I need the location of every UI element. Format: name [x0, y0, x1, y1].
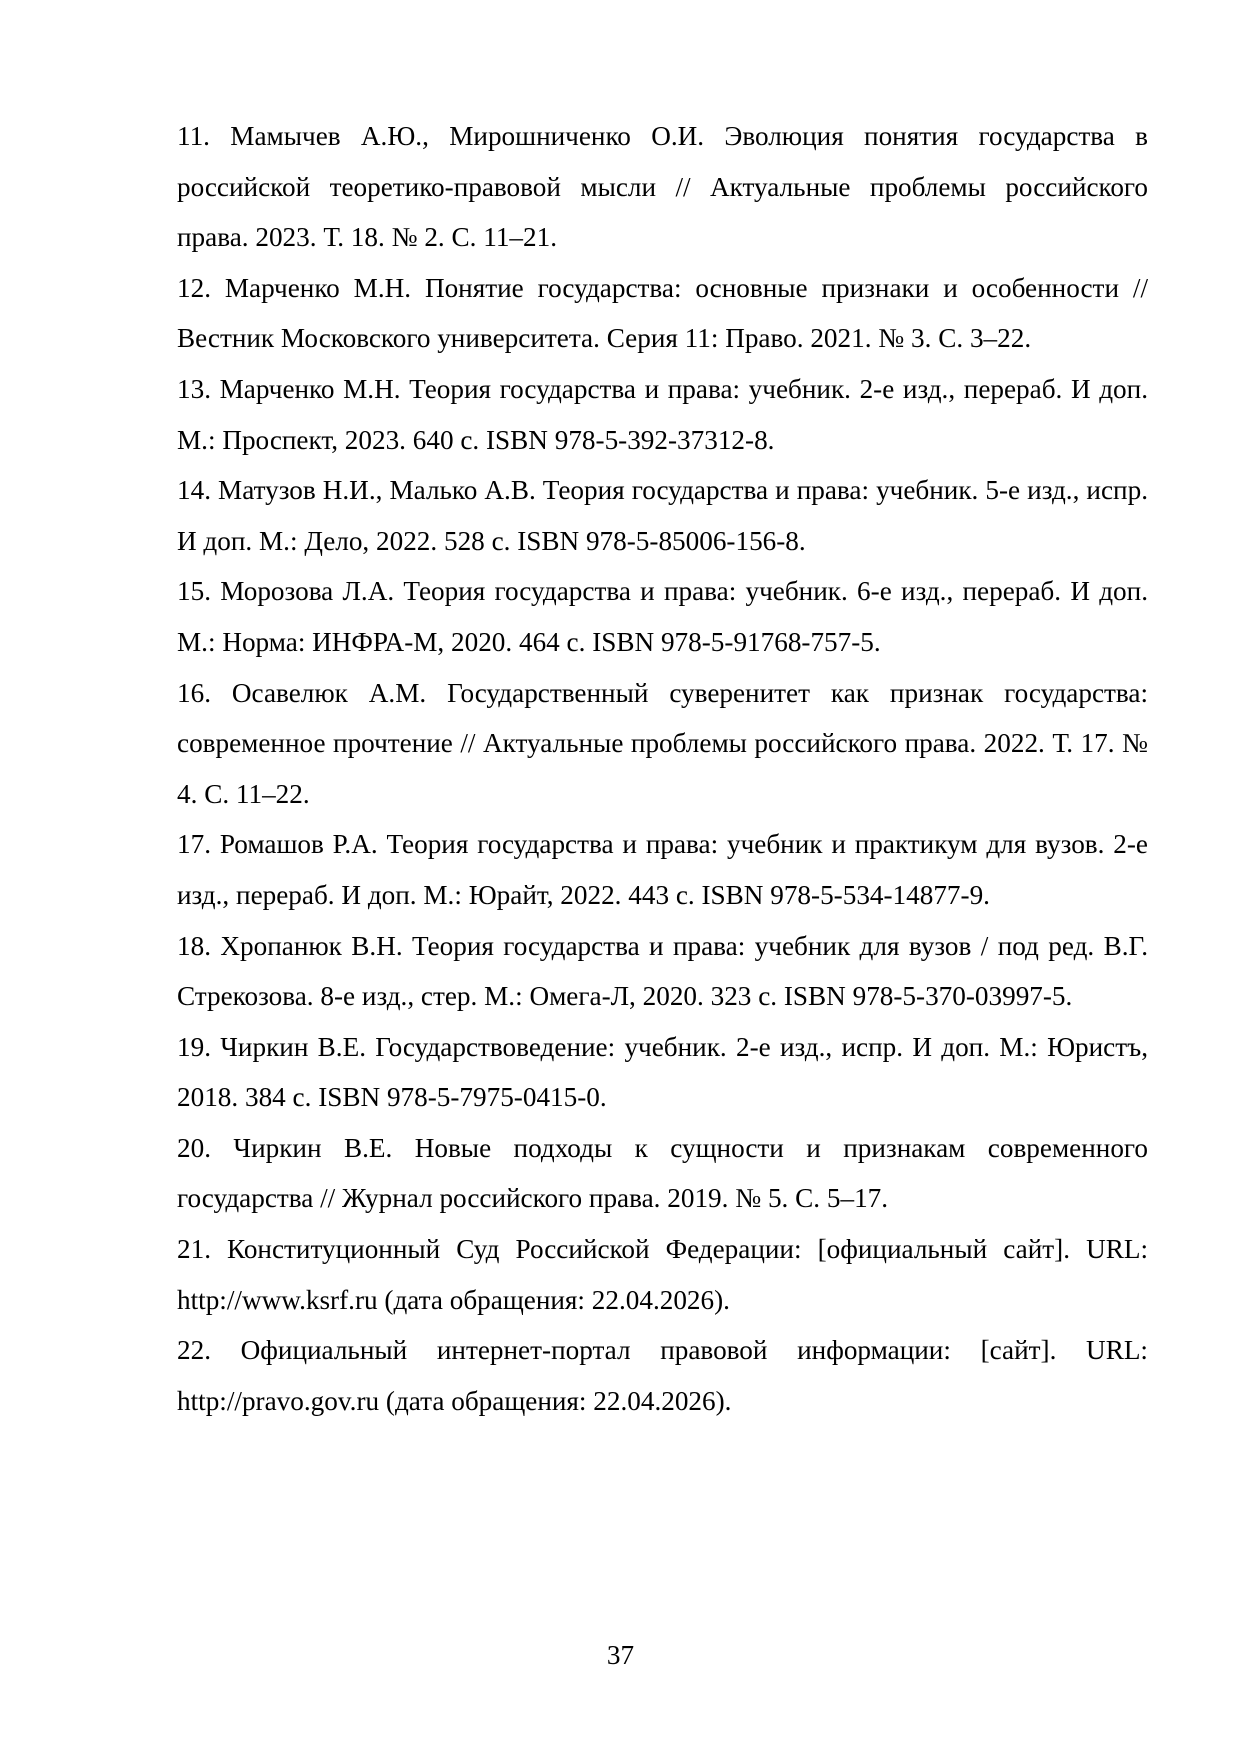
reference-item-13: 13. Марченко М.Н. Теория государства и права: учебник. 2-е изд., перераб. И доп. М.: Проспект, 2023. 640 с. ISBN 978-5-392-37312-8.	[177, 373, 1148, 455]
reference-item-14: 14. Матузов Н.И., Малько А.В. Теория государства и права: учебник. 5-е изд., испр. И доп. М.: Дело, 2022. 528 с. ISBN 978-5-85006-156-8.	[177, 475, 1148, 556]
page-number: 37	[606, 1640, 635, 1670]
reference-item-18: 18. Хропанюк В.Н. Теория государства и права: учебник для вузов / под ред. В.Г. Стрекозова. 8-е изд., стер. М.: Омега-Л, 2020. 323 с. ISBN 978-5-370-03997-5.	[177, 930, 1148, 1012]
reference-item-21: 21. Конституционный Суд Российской Федерации: [официальный сайт]. URL: http://www.ksrf.ru (дата обращения: 22.04.2026).	[177, 1234, 1148, 1315]
reference-item-15: 15. Морозова Л.А. Теория государства и права: учебник. 6-е изд., перераб. И доп. М.: Норма: ИНФРА-М, 2020. 464 с. ISBN 978-5-91768-757-5.	[177, 576, 1148, 657]
reference-item-11: 11. Мамычев А.Ю., Мирошниченко О.И. Эволюция понятия государства в российской теоретико-правовой мысли // Актуальные проблемы российского права. 2023. Т. 18. № 2. С. 11–21.	[177, 121, 1148, 253]
reference-item-19: 19. Чиркин В.Е. Государствоведение: учебник. 2-е изд., испр. И доп. М.: Юристъ, 2018. 384 с. ISBN 978-5-7975-0415-0.	[177, 1031, 1148, 1113]
reference-list	[177, 111, 1148, 1426]
reference-item-20: 20. Чиркин В.Е. Новые подходы к сущности и признакам современного государства // Журнал российского права. 2019. № 5. С. 5–17.	[177, 1132, 1148, 1214]
reference-item-12: 12. Марченко М.Н. Понятие государства: основные признаки и особенности // Вестник Московского университета. Серия 11: Право. 2021. № 3. С. 3–22.	[177, 272, 1148, 354]
reference-item-16: 16. Осавелюк А.М. Государственный суверенитет как признак государства: современное прочтение // Актуальные проблемы российского права. 2022. Т. 17. № 4. С. 11–22.	[177, 677, 1148, 809]
reference-item-17: 17. Ромашов Р.А. Теория государства и права: учебник и практикум для вузов. 2-е изд., перераб. И доп. М.: Юрайт, 2022. 443 с. ISBN 978-5-534-14877-9.	[177, 829, 1148, 910]
reference-item-22: 22. Официальный интернет-портал правовой информации: [сайт]. URL: http://pravo.gov.ru (дата обращения: 22.04.2026).	[177, 1335, 1148, 1416]
